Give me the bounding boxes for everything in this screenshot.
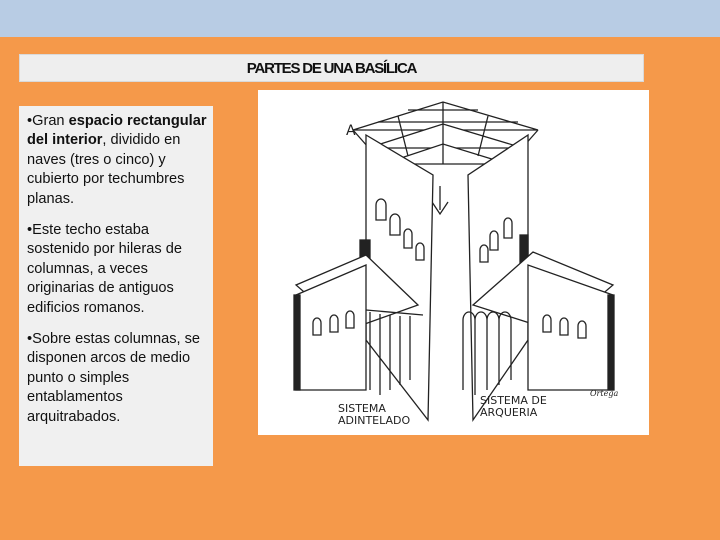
bullet-marker: •: [27, 113, 33, 129]
label-sistema-left: SISTEMA: [338, 402, 386, 415]
artist-signature: Ortega: [590, 389, 619, 398]
basilica-illustration: [258, 90, 649, 435]
bullet-2-text: Este techo estaba sostenido por hileras de columnas, a veces originarias de antiguos edificios romanos.: [27, 222, 182, 316]
basilica-drawing: [258, 90, 649, 435]
bullet-1-text-a: Gran: [32, 113, 69, 129]
label-adintelado: ADINTELADO: [338, 414, 411, 427]
label-sistema-de: SISTEMA DE: [480, 394, 547, 407]
bullet-3: [27, 330, 207, 427]
label-a: A: [346, 123, 356, 139]
slide-title: PARTES DE UNA BASÍLICA: [246, 59, 417, 77]
bullet-1-bold-text: espacio rectangular del interior: [27, 113, 207, 149]
bullet-3-text: Sobre estas columnas, se disponen arcos de medio punto o simples entablamentos arquitrabados.: [27, 331, 201, 425]
text-panel: [19, 106, 213, 466]
top-banner: [0, 0, 720, 37]
bullet-marker: •: [27, 222, 33, 239]
bullet-1: [27, 112, 207, 209]
label-arqueria: ARQUERIA: [480, 406, 538, 419]
title-bar: [19, 54, 644, 82]
bullet-1-text-b: , dividido en naves (tres o cinco) y cubierto por techumbres planas.: [27, 132, 185, 207]
bullet-2: [27, 221, 207, 318]
bullet-marker: •: [27, 331, 33, 348]
arrow-down-icon: [432, 186, 448, 214]
